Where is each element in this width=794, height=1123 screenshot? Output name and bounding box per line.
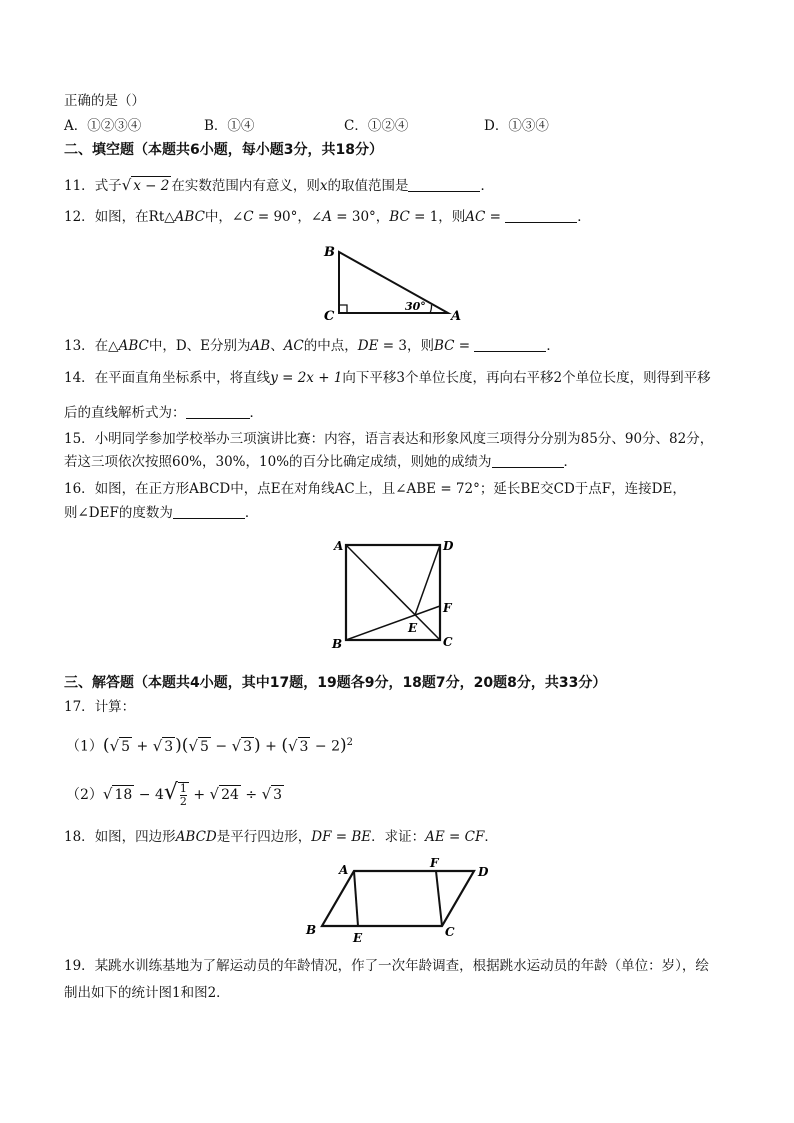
parallelogram-abcd	[322, 871, 474, 926]
question-14-line2: 后的直线解析式为： ．	[64, 405, 263, 421]
q10-option-d[interactable]: D．①③④	[484, 118, 549, 134]
q14-answer-blank[interactable]	[186, 404, 250, 419]
q15-answer-blank[interactable]	[492, 453, 564, 468]
question-16-line2: 则∠DEF的度数为 ．	[64, 505, 259, 521]
label-c: C	[445, 925, 455, 939]
angle-label-30: 30°	[405, 300, 426, 313]
label-a: A	[451, 309, 462, 324]
segment-de	[415, 545, 440, 615]
label-f: F	[430, 856, 439, 870]
label-a: A	[339, 863, 349, 877]
right-angle-mark	[339, 305, 347, 313]
segment-ae	[354, 871, 358, 926]
section-3-title: 三、解答题（本题共4小题，其中17题，19题各9分，18题7分，20题8分，共33分）	[64, 675, 607, 691]
question-15-line2: 若这三项依次按照60%，30%，10%的百分比确定成绩，则她的成绩为 ．	[64, 454, 578, 470]
q10-option-c[interactable]: C．①②④	[344, 118, 409, 134]
figure-parallelogram	[298, 854, 508, 949]
angle-arc-a	[430, 305, 432, 313]
label-c: C	[324, 309, 335, 324]
question-17: 17．计算：	[64, 699, 136, 715]
label-a: A	[334, 539, 344, 553]
q17-part1: （1）(√ 5 + √ 3 )(√ 5 − √ 3 ) + (√ 3 − 2)$^2$	[66, 735, 354, 756]
question-19-line1: 19．某跳水训练基地为了解运动员的年龄情况，作了一次年龄调查，根据跳水运动员的年龄（单位：岁），绘	[64, 958, 709, 974]
q10-tail: 正确的是（）	[64, 93, 145, 109]
figure-square	[324, 534, 469, 659]
question-14-line1: 14．在平面直角坐标系中，将直线y = 2x + 1向下平移3个单位长度，再向右平移2个单位长度，则得到平移	[64, 370, 711, 386]
q11-answer-blank[interactable]	[408, 177, 480, 192]
label-e: E	[353, 931, 363, 945]
triangle-abc	[339, 252, 448, 313]
label-f: F	[443, 601, 452, 615]
section-2-title: 二、填空题（本题共6小题，每小题3分，共18分）	[64, 142, 383, 158]
q10-option-a[interactable]: A．①②③④	[64, 118, 142, 134]
q13-answer-blank[interactable]	[474, 337, 546, 352]
segment-bf	[346, 606, 440, 640]
question-11: 11．式子√ x − 2 在实数范围内有意义，则x的取值范围是 ．	[64, 176, 494, 194]
question-13: 13．在△ABC中，D、E分别为AB、AC的中点，DE = 3，则BC = ．	[64, 338, 560, 354]
q17-part2: （2）√ 18 − 4√ $\frac{1}{2}$ + √ 24 ÷ √ 3	[66, 780, 283, 808]
figure-right-triangle	[318, 240, 468, 325]
label-d: D	[478, 865, 489, 879]
segment-cf	[436, 871, 442, 926]
diagonal-ac	[346, 545, 440, 640]
q16-answer-blank[interactable]	[173, 504, 245, 519]
label-e: E	[408, 621, 418, 635]
label-c: C	[443, 635, 453, 649]
q12-answer-blank[interactable]	[505, 208, 577, 223]
question-15-line1: 15．小明同学参加学校举办三项演讲比赛：内容，语言表达和形象风度三项得分分别为85分、90分、82分，	[64, 431, 714, 447]
question-18: 18．如图，四边形ABCD是平行四边形，DF = BE．求证：AE = CF．	[64, 829, 498, 845]
label-d: D	[443, 539, 454, 553]
q10-option-b[interactable]: B．①④	[204, 118, 255, 134]
question-19-line2: 制出如下的统计图1和图2．	[64, 985, 230, 1001]
label-b: B	[324, 245, 335, 260]
label-b: B	[306, 923, 317, 937]
label-b: B	[332, 637, 343, 651]
question-16-line1: 16．如图，在正方形ABCD中，点E在对角线AC上，且∠ABE = 72°；延长BE交CD于点F，连接DE，	[64, 481, 686, 497]
question-12: 12．如图，在Rt△ABC中，∠C = 90°，∠A = 30°，BC = 1，则AC = ．	[64, 209, 591, 225]
